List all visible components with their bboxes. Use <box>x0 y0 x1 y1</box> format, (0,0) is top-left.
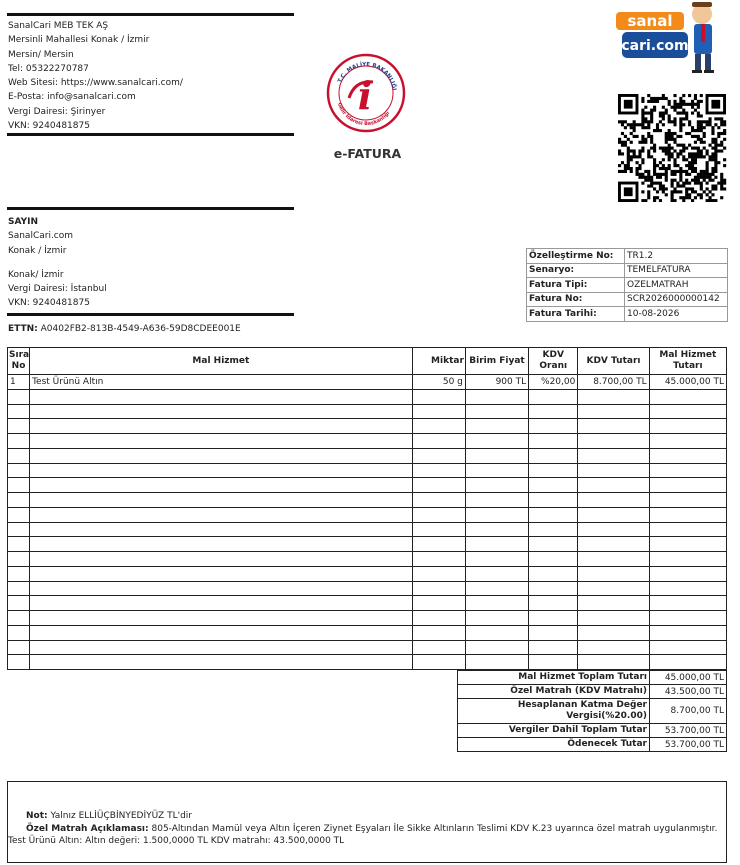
buyer-vkn: VKN: 9240481875 <box>8 298 90 309</box>
table-row-empty <box>8 389 727 404</box>
cell-empty <box>412 419 465 434</box>
cell-empty <box>578 493 649 508</box>
cell-empty <box>578 419 649 434</box>
cell-empty <box>8 507 30 522</box>
table-row-empty <box>8 448 727 463</box>
svg-text:sanal: sanal <box>627 12 673 30</box>
cell-empty <box>30 522 413 537</box>
col-header-total: Mal Hizmet Tutarı <box>649 348 726 375</box>
cell-empty <box>649 434 726 449</box>
cell-empty <box>412 611 465 626</box>
cell-empty <box>529 493 578 508</box>
buyer-heading: SAYIN <box>8 217 38 227</box>
cell-empty <box>578 389 649 404</box>
cell-empty <box>8 522 30 537</box>
totals-label: Özel Matrah (KDV Matrahı) <box>458 685 650 699</box>
totals-row <box>458 738 727 752</box>
col-header-vat-rate: KDV Oranı <box>529 348 578 375</box>
info-value: TR1.2 <box>625 249 728 264</box>
cell-empty <box>529 566 578 581</box>
buyer-name: SanalCari.com <box>8 231 74 242</box>
seller-name: SanalCari MEB TEK AŞ <box>8 21 109 31</box>
matrah-label: Özel Matrah Açıklaması: <box>26 823 149 834</box>
cell-empty <box>578 596 649 611</box>
col-header-item: Mal Hizmet <box>30 348 413 375</box>
totals-value: 53.700,00 TL <box>650 724 727 738</box>
table-row-empty <box>8 522 727 537</box>
cell-empty <box>465 611 528 626</box>
cell-empty <box>30 566 413 581</box>
totals-value: 43.500,00 TL <box>650 685 727 699</box>
cell-empty <box>465 419 528 434</box>
cell-empty <box>578 522 649 537</box>
cell-empty <box>412 507 465 522</box>
cell-empty <box>529 522 578 537</box>
table-row-empty <box>8 581 727 596</box>
cell-empty <box>578 537 649 552</box>
cell-no: 1 <box>8 375 30 390</box>
ettn <box>8 322 241 336</box>
items-table <box>7 347 727 670</box>
cell-empty <box>30 640 413 655</box>
cell-empty <box>649 463 726 478</box>
cell-empty <box>649 566 726 581</box>
matrah-line <box>8 823 718 848</box>
cell-empty <box>8 419 30 434</box>
cell-empty <box>465 448 528 463</box>
items-header-row <box>8 348 727 375</box>
totals-row <box>458 685 727 699</box>
cell-empty <box>412 552 465 567</box>
cell-empty <box>465 478 528 493</box>
seller-email[interactable]: E-Posta: info@sanalcari.com <box>8 92 136 103</box>
cell-empty <box>30 507 413 522</box>
document-title: e-FATURA <box>333 146 402 161</box>
info-label: Fatura Tipi: <box>527 278 625 293</box>
cell-empty <box>8 448 30 463</box>
cell-empty <box>412 596 465 611</box>
cell-empty <box>465 404 528 419</box>
cell-empty <box>649 507 726 522</box>
cell-empty <box>8 611 30 626</box>
cell-empty <box>649 448 726 463</box>
table-row-empty <box>8 463 727 478</box>
seller-phone: Tel: 05322270787 <box>8 63 89 74</box>
cell-empty <box>578 566 649 581</box>
cell-empty <box>30 463 413 478</box>
cell-empty <box>649 611 726 626</box>
cell-empty <box>8 478 30 493</box>
cell-empty <box>529 389 578 404</box>
cell-empty <box>578 507 649 522</box>
gib-logo-bottom-text: Gelir İdaresi Başkanlığı <box>335 101 392 128</box>
cell-empty <box>529 625 578 640</box>
cell-empty <box>412 478 465 493</box>
totals-value: 45.000,00 TL <box>650 671 727 685</box>
note-text: Yalnız ELLİÜÇBİNYEDİYÜZ TL'dir <box>50 811 192 821</box>
cell-empty <box>465 566 528 581</box>
cell-empty <box>649 478 726 493</box>
buyer-bottom-rule <box>7 313 294 316</box>
info-value: SCR2026000000142 <box>625 292 728 307</box>
info-value: 10-08-2026 <box>625 307 728 322</box>
totals-label: Mal Hizmet Toplam Tutarı <box>458 671 650 685</box>
cell-empty <box>412 522 465 537</box>
seller-website[interactable]: Web Sitesi: https://www.sanalcari.com/ <box>8 78 183 89</box>
cell-empty <box>30 493 413 508</box>
cell-empty <box>412 493 465 508</box>
cell-empty <box>30 434 413 449</box>
cell-empty <box>30 537 413 552</box>
cell-empty <box>529 611 578 626</box>
col-header-unit-price: Birim Fiyat <box>465 348 528 375</box>
cell-empty <box>649 655 726 670</box>
cell-empty <box>529 404 578 419</box>
table-row-empty <box>8 537 727 552</box>
cell-empty <box>649 640 726 655</box>
cell-empty <box>412 448 465 463</box>
cell-empty <box>30 404 413 419</box>
gib-logo-top-text: T.C. MALİYE BAKANLIĞI <box>337 61 397 91</box>
matrah-text: 805-Altından Mamül veya Altın İçeren Ziynet Eşyaları İle Sikke Altınların Teslimi KDV K.23 uyarınca özel matrah uygulanmıştır. Test Ürünü Altın: Altın değeri: 1.500,0000 TL KDV matrahı: 43.500,0000 TL <box>8 823 718 846</box>
seller-tax-office: Vergi Dairesi: Şirinyer <box>8 106 106 117</box>
buyer-tax-office: Vergi Dairesi: İstanbul <box>8 284 107 295</box>
cell-empty <box>30 596 413 611</box>
cell-empty <box>465 522 528 537</box>
cell-empty <box>465 655 528 670</box>
cell-empty <box>578 478 649 493</box>
table-row-empty <box>8 478 727 493</box>
buyer-address1: Konak / İzmir <box>8 245 67 256</box>
totals-row <box>458 699 727 724</box>
cell-empty <box>578 581 649 596</box>
cell-empty <box>649 581 726 596</box>
seller-vkn: VKN: 9240481875 <box>8 121 90 132</box>
cell-empty <box>529 434 578 449</box>
cell-empty <box>8 566 30 581</box>
cell-empty <box>649 493 726 508</box>
info-value: TEMELFATURA <box>625 263 728 278</box>
note-label: Not: <box>26 811 48 821</box>
cell-empty <box>529 537 578 552</box>
gib-logo <box>325 52 407 134</box>
cell-empty <box>649 389 726 404</box>
cell-empty <box>578 463 649 478</box>
table-row-empty <box>8 596 727 611</box>
cell-empty <box>529 581 578 596</box>
cell-empty <box>412 404 465 419</box>
table-row-empty <box>8 493 727 508</box>
table-row-empty <box>8 507 727 522</box>
cell-empty <box>465 552 528 567</box>
cell-empty <box>412 566 465 581</box>
info-label: Senaryo: <box>527 263 625 278</box>
col-header-vat-amount: KDV Tutarı <box>578 348 649 375</box>
info-row <box>527 249 728 264</box>
note-line <box>26 810 718 823</box>
cell-empty <box>578 625 649 640</box>
cell-empty <box>649 537 726 552</box>
cell-empty <box>578 448 649 463</box>
cell-empty <box>529 640 578 655</box>
svg-text:i: i <box>357 73 373 118</box>
cell-empty <box>8 493 30 508</box>
cell-empty <box>8 552 30 567</box>
cell-empty <box>578 655 649 670</box>
cell-empty <box>465 434 528 449</box>
cell-empty <box>412 389 465 404</box>
cell-empty <box>578 640 649 655</box>
buyer-address2: Konak/ İzmir <box>8 269 64 280</box>
totals-table <box>457 670 727 752</box>
totals-label: Hesaplanan Katma Değer Vergisi(%20.00) <box>458 699 650 724</box>
cell-empty <box>8 389 30 404</box>
table-row-empty <box>8 419 727 434</box>
table-row-empty <box>8 404 727 419</box>
cell-empty <box>465 640 528 655</box>
info-row <box>527 263 728 278</box>
totals-label: Vergiler Dahil Toplam Tutar <box>458 724 650 738</box>
cell-empty <box>30 448 413 463</box>
cell-empty <box>529 478 578 493</box>
table-row-empty <box>8 655 727 670</box>
cell-empty <box>412 655 465 670</box>
cell-empty <box>529 552 578 567</box>
cell-item: Test Ürünü Altın <box>30 375 413 390</box>
buyer-info <box>8 215 107 311</box>
cell-empty <box>465 507 528 522</box>
cell-empty <box>412 537 465 552</box>
totals-value: 8.700,00 TL <box>650 699 727 724</box>
cell-empty <box>529 448 578 463</box>
cell-empty <box>465 581 528 596</box>
cell-qty: 50 g <box>412 375 465 390</box>
cell-empty <box>465 463 528 478</box>
cell-empty <box>8 640 30 655</box>
table-row-empty <box>8 611 727 626</box>
seller-info <box>8 19 183 133</box>
sanalcari-logo <box>612 0 724 75</box>
cell-empty <box>30 655 413 670</box>
cell-vat-rate: %20,00 <box>529 375 578 390</box>
cell-empty <box>8 596 30 611</box>
table-row <box>8 375 727 390</box>
cell-empty <box>649 404 726 419</box>
seller-address2: Mersin/ Mersin <box>8 49 74 60</box>
totals-label: Ödenecek Tutar <box>458 738 650 752</box>
cell-empty <box>529 507 578 522</box>
ettn-value: A0402FB2-813B-4549-A636-59D8CDEE001E <box>40 324 241 334</box>
cell-empty <box>8 655 30 670</box>
cell-unit-price: 900 TL <box>465 375 528 390</box>
cell-empty <box>578 434 649 449</box>
cell-empty <box>30 552 413 567</box>
cell-empty <box>649 596 726 611</box>
info-row <box>527 307 728 322</box>
cell-empty <box>529 463 578 478</box>
cell-empty <box>30 581 413 596</box>
cell-empty <box>649 552 726 567</box>
cell-empty <box>578 552 649 567</box>
cell-empty <box>465 596 528 611</box>
cell-empty <box>8 537 30 552</box>
cell-empty <box>465 493 528 508</box>
totals-value: 53.700,00 TL <box>650 738 727 752</box>
info-label: Fatura No: <box>527 292 625 307</box>
info-value: OZELMATRAH <box>625 278 728 293</box>
qr-code <box>618 94 727 202</box>
cell-empty <box>465 389 528 404</box>
cell-empty <box>529 419 578 434</box>
table-row-empty <box>8 640 727 655</box>
cell-empty <box>30 419 413 434</box>
cell-empty <box>529 655 578 670</box>
cell-empty <box>8 404 30 419</box>
cell-empty <box>412 463 465 478</box>
cell-empty <box>649 522 726 537</box>
col-header-qty: Miktar <box>412 348 465 375</box>
seller-address1: Mersinli Mahallesi Konak / İzmir <box>8 35 150 46</box>
cell-empty <box>30 611 413 626</box>
svg-text:cari.com: cari.com <box>621 38 689 54</box>
info-label: Özelleştirme No: <box>527 249 625 264</box>
cell-empty <box>529 596 578 611</box>
table-row-empty <box>8 434 727 449</box>
cell-empty <box>30 389 413 404</box>
info-row <box>527 278 728 293</box>
cell-empty <box>8 434 30 449</box>
cell-empty <box>578 404 649 419</box>
buyer-top-rule <box>7 207 294 210</box>
col-header-no: Sıra No <box>8 348 30 375</box>
cell-empty <box>30 625 413 640</box>
notes-box <box>7 781 727 863</box>
cell-empty <box>412 581 465 596</box>
cell-empty <box>465 625 528 640</box>
seller-bottom-rule <box>7 133 294 136</box>
cell-empty <box>412 640 465 655</box>
table-row-empty <box>8 566 727 581</box>
totals-row <box>458 671 727 685</box>
cell-empty <box>8 625 30 640</box>
cell-empty <box>30 478 413 493</box>
cell-total: 45.000,00 TL <box>649 375 726 390</box>
cell-empty <box>412 625 465 640</box>
invoice-info-table <box>526 248 728 322</box>
info-label: Fatura Tarihi: <box>527 307 625 322</box>
cell-empty <box>8 463 30 478</box>
table-row-empty <box>8 625 727 640</box>
cell-empty <box>649 625 726 640</box>
cell-empty <box>465 537 528 552</box>
ettn-label: ETTN: <box>8 324 38 334</box>
table-row-empty <box>8 552 727 567</box>
info-row <box>527 292 728 307</box>
cell-empty <box>8 581 30 596</box>
cell-empty <box>649 419 726 434</box>
cell-vat-amount: 8.700,00 TL <box>578 375 649 390</box>
cell-empty <box>578 611 649 626</box>
cell-empty <box>412 434 465 449</box>
seller-top-rule <box>7 13 294 16</box>
totals-row <box>458 724 727 738</box>
